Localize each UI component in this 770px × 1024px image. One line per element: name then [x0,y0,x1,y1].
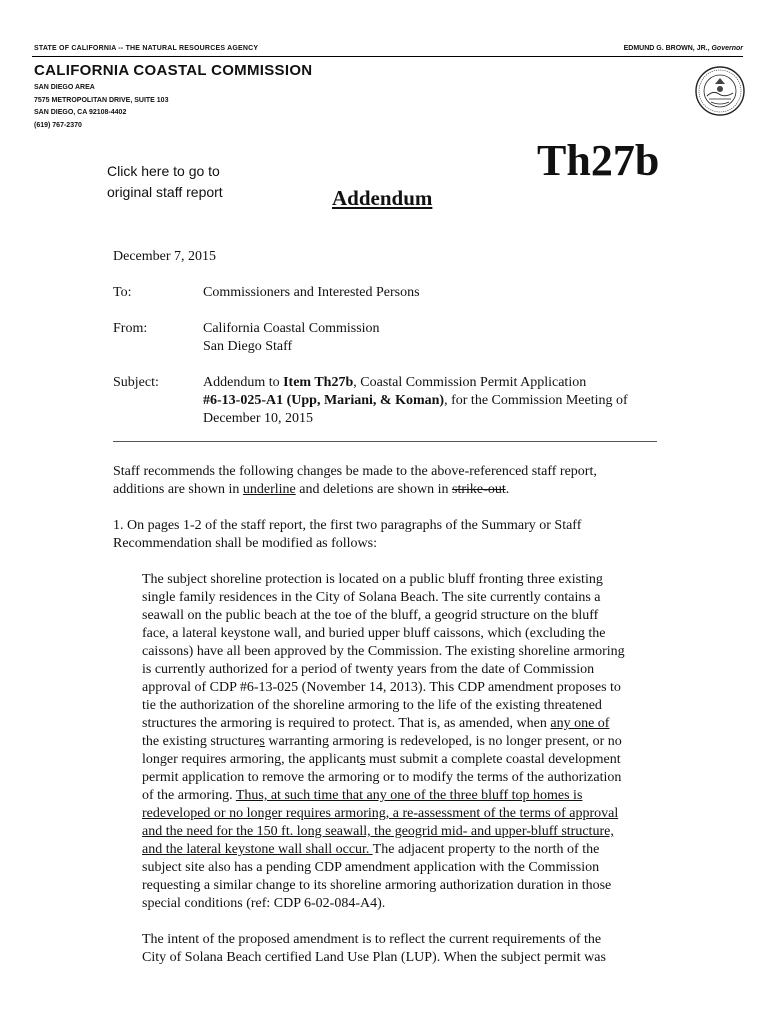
office-area: SAN DIEGO AREA [34,84,95,91]
permit-number: #6-13-025-A1 (Upp, Mariani, & Koman) [203,393,445,408]
subject-label: Subject: [113,375,159,390]
quote-line: is currently authorized for a period of twenty years from the date of Commission [142,662,595,677]
quote-line: City of Solana Beach certified Land Use Plan (LUP). When the subject permit was [142,950,606,965]
quote-line: tie the authorization of the shoreline armoring to the life of the existing threatened [142,698,602,713]
to-value: Commissioners and Interested Persons [203,285,420,300]
state-agency-line: STATE OF CALIFORNIA -- THE NATURAL RESOURCES AGENCY [34,45,259,52]
quote-line: single family residences in the City of Solana Beach. The site currently contains a [142,590,601,605]
office-street: 7575 METROPOLITAN DRIVE, SUITE 103 [34,97,169,104]
quote-line: subject site also has a pending CDP amendment application with the Commission [142,860,600,875]
link-line-2: original staff report [107,184,223,200]
item-reference: Item Th27b [283,375,354,390]
subject-line-2: #6-13-025-A1 (Upp, Mariani, & Koman), for the Commission Meeting of [203,393,628,408]
office-phone: (619) 767-2370 [34,122,82,129]
header-rule [32,56,743,57]
quote-line: The subject shoreline protection is located on a public bluff fronting three existing [142,572,603,587]
quote-line: and the need for the 150 ft. long seawall, the geogrid mid- and upper-bluff structure, [142,824,614,839]
quote-line: and the lateral keystone wall shall occur. The adjacent property to the north of the [142,842,600,857]
intro-line-1: Staff recommends the following changes be made to the above-referenced staff report, [113,464,597,479]
governor-title: Governor [711,45,743,52]
quote-line: seawall on the public beach at the toe of the bluff, a geogrid structure on the bluff [142,608,599,623]
governor-name: EDMUND G. BROWN, JR., [623,45,712,52]
quote-line: face, a lateral keystone wall, and buried upper bluff caissons, which (excluding the [142,626,606,641]
document-heading: Addendum [332,186,433,210]
from-line-2: San Diego Staff [203,339,293,354]
underline-example: underline [242,482,296,497]
agency-name: CALIFORNIA COASTAL COMMISSION [34,62,313,79]
quote-line: The intent of the proposed amendment is to reflect the current requirements of the [142,932,602,947]
strikeout-example: strike-out [452,482,506,497]
quote-line: caissons) have all been approved by the Commission. The existing shoreline armoring [142,644,625,659]
subject-line-3: December 10, 2015 [203,411,314,426]
state-seal-icon [695,66,745,116]
memo-separator [113,441,657,442]
memo-date: December 7, 2015 [113,249,217,264]
item-1-line-1: 1. On pages 1-2 of the staff report, the first two paragraphs of the Summary or Staff [113,518,582,533]
governor-line [624,45,743,52]
link-line-1: Click here to go to [107,163,220,179]
quote-line: permit application to remove the armoring or to modify the terms of the authorization [142,770,622,785]
quote-line: redeveloped or no longer requires armoring, a re-assessment of the terms of approval [142,806,619,821]
quote-line: the existing structures warranting armoring is redeveloped, is no longer present, or no [142,734,622,749]
original-staff-report-link[interactable] [107,161,223,203]
quote-line: longer requires armoring, the applicants must submit a complete coastal development [142,752,621,767]
from-line-1: California Coastal Commission [203,321,380,336]
item-code: Th27b [537,136,660,185]
quote-line: structures the armoring is required to protect. That is, as amended, when any one of [142,716,610,731]
quote-line: requesting a similar change to its shoreline armoring authorization duration in those [142,878,612,893]
quote-line: approval of CDP #6-13-025 (November 14, 2013). This CDP amendment proposes to [142,680,621,695]
item-1-line-2: Recommendation shall be modified as follows: [113,536,378,551]
intro-line-2: additions are shown in underline and deletions are shown in strike-out. [113,482,510,497]
quote-line: special conditions (ref: CDP 6-02-084-A4). [142,896,386,911]
quote-line: of the armoring. Thus, at such time that any one of the three bluff top homes is [142,788,583,803]
to-label: To: [113,285,132,300]
from-label: From: [113,321,148,336]
office-city: SAN DIEGO, CA 92108-4402 [34,109,127,116]
subject-line-1: Addendum to Item Th27b, Coastal Commission Permit Application [203,375,587,390]
